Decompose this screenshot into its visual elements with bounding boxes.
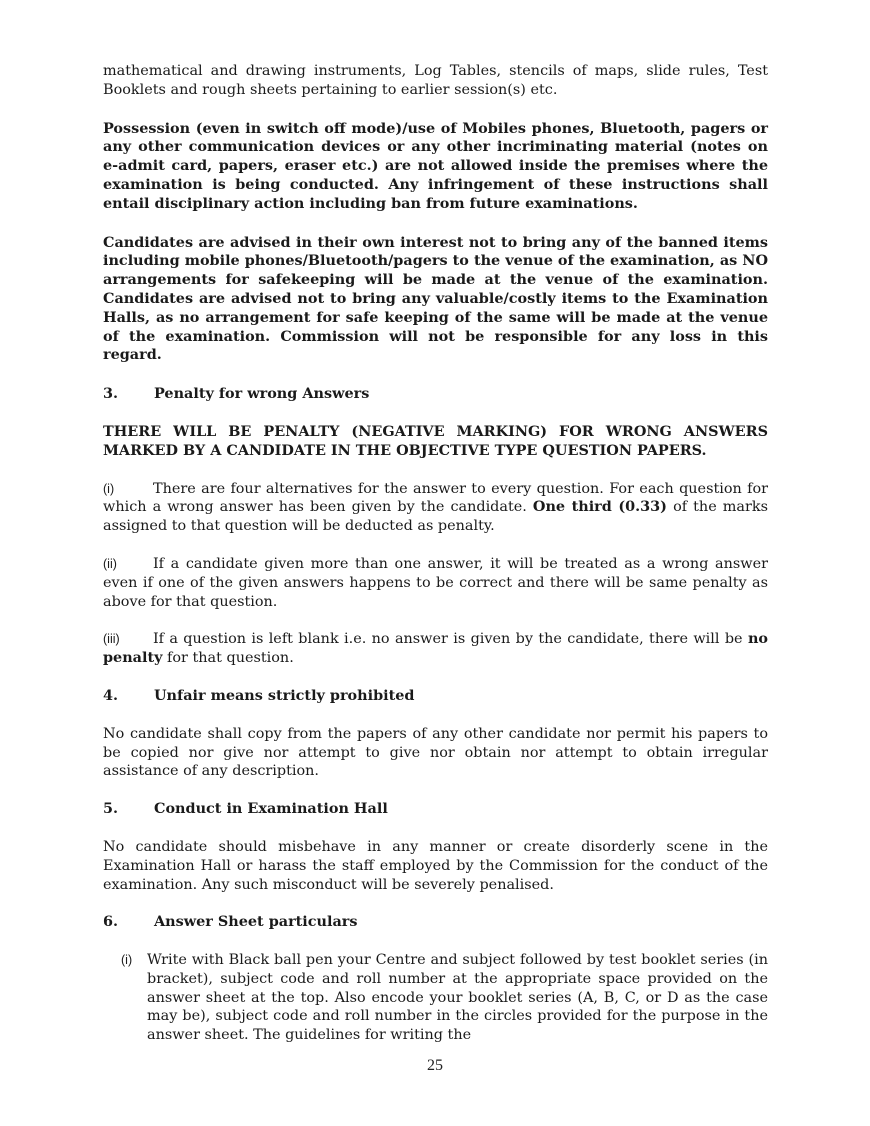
penalty-item-2-text: If a candidate given more than one answer, it will be treated as a wrong answer even if one of the given answers happens to be correct and there will be same penalty as above for that question.: [103, 555, 768, 610]
conduct-paragraph: No candidate should misbehave in any manner or create disorderly scene in the Examination Hall or harass the staff employed by the Commission for the conduct of the examination. Any such misconduct will be severely penalised.: [103, 838, 768, 893]
page-content: [103, 62, 768, 1045]
penalty-item-3-text-end: for that question.: [162, 650, 294, 667]
answer-sheet-item-1: [121, 951, 768, 1045]
section-3-number: 3.: [103, 385, 119, 403]
penalty-item-1-emphasis: One third (0.33): [532, 498, 667, 516]
penalty-item-3-emphasis: no penalty: [103, 630, 768, 667]
penalty-item-1-text: There are four alternatives for the answer to every question. For each question for which a wrong answer has been given by the candidate.: [103, 480, 768, 516]
penalty-item-2-label: (ii): [103, 556, 117, 571]
intro-paragraph: mathematical and drawing instruments, Log Tables, stencils of maps, slide rules, Test Booklets and rough sheets pertaining to earlier session(s) etc.: [103, 63, 768, 98]
penalty-item-3-text: If a question is left blank i.e. no answer is given by the candidate, there will be: [153, 631, 748, 648]
answer-sheet-item-1-text: Write with Black ball pen your Centre and subject followed by test booklet series (in bracket), subject code and roll number at the appropriate space provided on the answer sheet at the top. Also encode your booklet series (A, B, C, or D as the case may be), subject code and roll number in the circles provided for the purpose in the answer sheet. The guidelines for writing the: [147, 952, 768, 1044]
possession-paragraph: Possession (even in switch off mode)/use of Mobiles phones, Bluetooth, pagers or any other communication devices or any other incriminating material (notes on e-admit card, papers, eraser etc.) are not allowed inside the premises where the examination is being conducted. Any infringement of these instructions shall entail disciplinary action including ban from future examinations.: [103, 119, 768, 212]
penalty-item-2: [103, 555, 768, 611]
section-6-heading: [103, 913, 768, 932]
section-4-heading: [103, 687, 768, 706]
page-number: 25: [427, 1057, 443, 1074]
section-3-heading: [103, 385, 768, 404]
section-6-title: Answer Sheet particulars: [154, 913, 358, 931]
penalty-item-3: [103, 630, 768, 668]
section-3-title: Penalty for wrong Answers: [154, 385, 370, 403]
section-6-number: 6.: [103, 913, 119, 931]
section-4-title: Unfair means strictly prohibited: [154, 686, 415, 704]
answer-sheet-item-1-label: (i): [121, 953, 133, 968]
penalty-item-1-text-end: of the marks assigned to that question will be deducted as penalty.: [103, 499, 768, 535]
unfair-means-paragraph: No candidate shall copy from the papers of any other candidate nor permit his papers to be copied nor give nor attempt to give nor obtain nor attempt to obtain irregular assistance of any description.: [103, 725, 768, 780]
section-5-title: Conduct in Examination Hall: [154, 800, 388, 818]
penalty-item-1-label: (i): [103, 481, 115, 496]
section-5-heading: [103, 800, 768, 819]
section-4-number: 4.: [103, 686, 119, 704]
penalty-notice: THERE WILL BE PENALTY (NEGATIVE MARKING) FOR WRONG ANSWERS MARKED BY A CANDIDATE IN THE OBJECTIVE TYPE QUESTION PAPERS.: [103, 422, 768, 459]
section-5-number: 5.: [103, 800, 119, 818]
advice-paragraph: Candidates are advised in their own interest not to bring any of the banned items including mobile phones/Bluetooth/pagers to the venue of the examination, as NO arrangements for safekeeping will be made at the venue of the examination. Candidates are advised not to bring any valuable/costly items to the Examination Halls, as no arrangement for safe keeping of the same will be made at the venue of the examination. Commission will not be responsible for any loss in this regard.: [103, 233, 768, 364]
penalty-item-1: [103, 480, 768, 536]
penalty-item-3-label: (iii): [103, 632, 120, 647]
